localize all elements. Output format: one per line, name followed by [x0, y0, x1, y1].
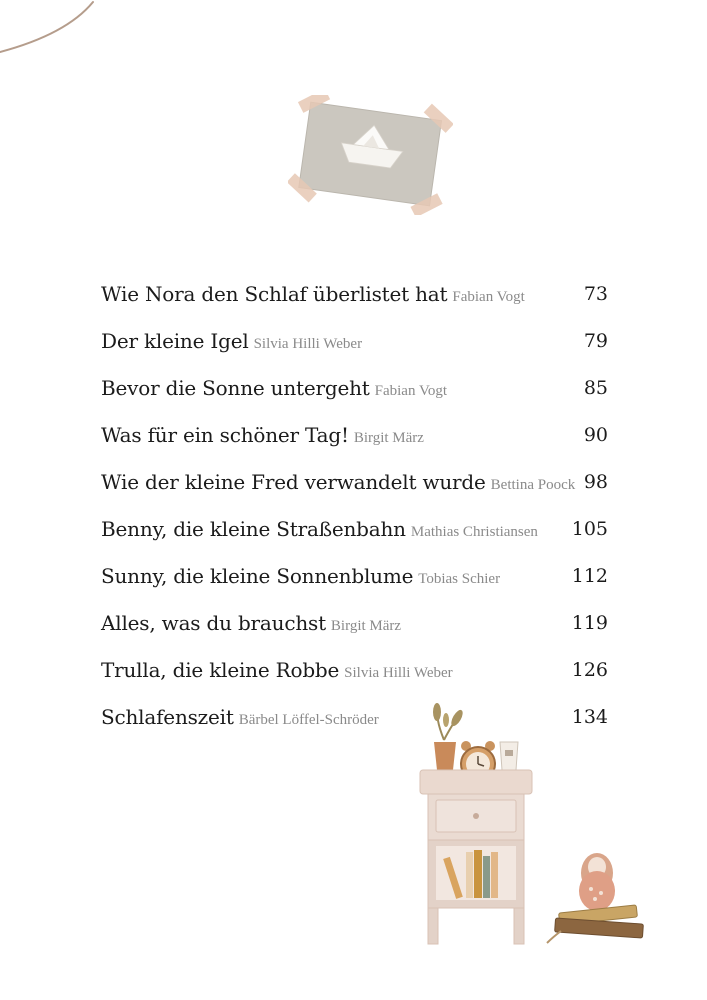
toc-entry-author: Fabian Vogt [374, 383, 448, 399]
toc-entry-author: Bettina Poock [490, 477, 576, 493]
toc-entry-author: Tobias Schier [418, 571, 501, 587]
toc-entry [101, 274, 608, 321]
cup-icon [500, 742, 518, 770]
toc-entry-title: Alles, was du brauchst [101, 611, 326, 635]
toc-entry-page-number: 126 [571, 659, 608, 681]
toc-entry-page-number: 134 [571, 706, 608, 728]
toc-entry-title: Bevor die Sonne untergeht [101, 376, 370, 400]
toc-entry-page-number: 90 [583, 424, 608, 446]
toc-entry-page-number: 105 [571, 518, 608, 540]
toc-entry-page-number: 85 [583, 377, 608, 399]
toc-entry [101, 321, 608, 368]
toc-entry-title: Schlafenszeit [101, 705, 234, 729]
toc-entry-page-number: 79 [583, 330, 608, 352]
toc-entry-title: Was für ein schöner Tag! [101, 423, 349, 447]
toc-entry-author: Mathias Christiansen [410, 524, 538, 540]
toc-entry-author: Bärbel Löffel-Schröder [238, 712, 379, 728]
nightstand-illustration [410, 700, 540, 945]
toc-entry-title: Sunny, die kleine Sonnenblume [101, 564, 414, 588]
toc-entry [101, 462, 608, 509]
toc-entry-page-number: 119 [571, 612, 608, 634]
toc-entry [101, 509, 608, 556]
toc-entry-author: Silvia Hilli Weber [344, 665, 453, 681]
table-of-contents [101, 274, 608, 744]
toc-entry [101, 603, 608, 650]
toc-entry [101, 650, 608, 697]
toc-entry-title: Benny, die kleine Straßenbahn [101, 517, 406, 541]
toc-entry-author: Birgit März [353, 430, 424, 446]
hanging-string-decoration [0, 0, 110, 60]
matryoshka-doll-icon [579, 853, 615, 911]
toc-entry-author: Silvia Hilli Weber [253, 336, 363, 352]
toc-entry-title: Wie Nora den Schlaf überlistet hat [101, 282, 448, 306]
paper-boat-photo-illustration [288, 95, 453, 215]
toc-entry-title: Wie der kleine Fred verwandelt wurde [101, 470, 486, 494]
toc-entry-page-number: 112 [571, 565, 608, 587]
toc-entry-page-number: 73 [583, 283, 608, 305]
toc-entry-title: Der kleine Igel [101, 329, 249, 353]
toc-entry-page-number: 98 [583, 471, 608, 493]
potted-plant-icon [433, 703, 465, 770]
toc-entry-title: Trulla, die kleine Robbe [101, 658, 340, 682]
matryoshka-books-illustration [545, 845, 650, 945]
toc-entry-author: Birgit März [330, 618, 402, 634]
toc-entry-author: Fabian Vogt [452, 289, 525, 305]
toc-entry [101, 368, 608, 415]
toc-entry [101, 415, 608, 462]
book-stack-icon [547, 905, 643, 943]
toc-entry [101, 556, 608, 603]
drawer-knob [473, 813, 479, 819]
